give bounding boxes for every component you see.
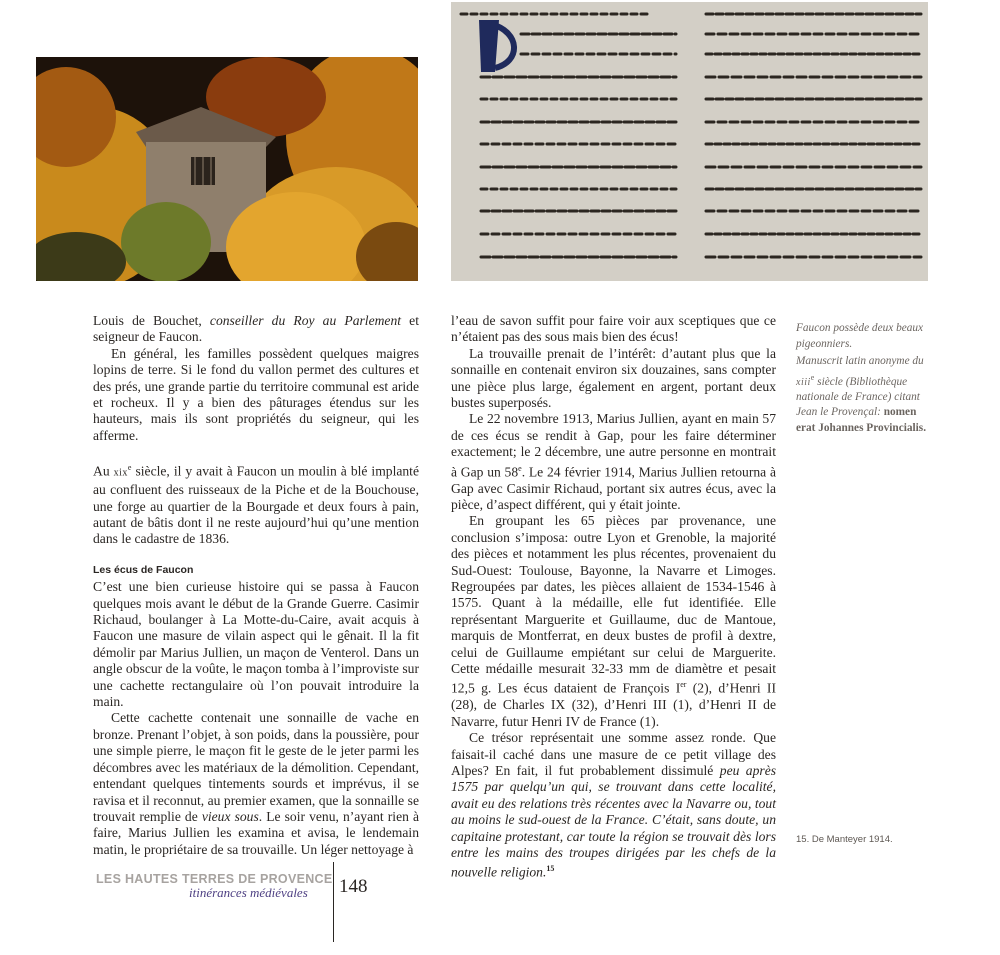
paragraph: La trouvaille prenait de l’intérêt: d’autant plus que la sonnaille en contenait environ six douzaines, sans compter une pièce plus large, également en argent, portant deux bustes superposés. — [451, 345, 776, 411]
caption-photo: Faucon possède deux beaux pigeonniers. — [796, 322, 924, 350]
paragraph: En général, les familles possèdent quelques maigres lopins de terre. Si le fond du vallon permet des cultures et des prés, une grande partie du territoire communal est aride et rocheux. Il y a bien des pâturages étendus sur les hauteurs, mais ils sont propriétés du seigneur, qui les afferme. — [93, 345, 419, 443]
paragraph: Ce trésor représentait une somme assez ronde. Que faisait-il caché dans une masure de ce petit village des Alpes? En fait, il fut probablement dissimulé peu après 1575 par quelqu’un qui, se trouvant dans cette localité, avait eu des relations très récentes avec la Navarre ou, tout au moins le sud-ouest de la France. C’était, sans doute, un capitaine protestant, car toute la région se trouvait dès lors entre les mains des troupes dirigées par les chefs de la nouvelle religion.$^{15}$ — [451, 730, 777, 880]
book-title: LES HAUTES TERRES DE PROVENCE — [96, 872, 333, 886]
paragraph: En groupant les 65 pièces par provenance, une conclusion s’imposa: outre Lyon et Grenoble, la majorité des pièces et notamment les plus récentes, provenaient du Sud-Ouest: Toulouse, Bayonne, la Navarre et Limoges. Regroupées par dates, les pièces allaient de 1534-1546 à 1575. Quant à la médaille, elle fut identifiée. Elle représentant Marguerite et Guillaume, duc de Mantoue, marquis de Montferrat, en deux bustes de profil à dextre, celui de Guillaume empiétant sur celui de Marguerite. Cette médaille mesurait 32-33 mm de diamètre et pesait 12,5 g. Les écus dataient de François Ier (2), d’Henri II (28), de Charles IX (32), d’Henri III (1), d’Henri II de Navarre, futur Henri IV de France (1). — [451, 513, 776, 729]
section-heading: Les écus de Faucon — [93, 563, 194, 576]
stone-house-autumn-photo — [36, 57, 418, 281]
footer-divider — [333, 862, 334, 942]
page-number: 148 — [339, 876, 368, 897]
paragraph: Louis de Bouchet, conseiller du Roy au Parlement et seigneur de Faucon. — [93, 313, 419, 345]
captions — [796, 321, 936, 438]
paragraph: Cette cachette contenait une sonnaille de vache en bronze. Prenant l’objet, à son poids, dans la poussière, pour une simple pierre, le maçon fit le geste de le jeter parmi les décombres avec les matériaux de la démolition. Cependant, entendant quelques tintements sourds et imprévus, il se ravisa et il reconnut, au premier examen, que la sonnaille se trouvait remplie de vieux sous. Le soir venu, n’ayant rien à faire, Marius Jullien les examina et avisa, le lendemain matin, le propriétaire de sa trouvaille. Un léger nettoyage à — [93, 710, 420, 857]
caption-manuscript: Manuscrit latin anonyme du xiii$^e$ siècle (Bibliothèque nationale de France) citant Jean le Provençal: nomen erat Johannes Provincialis. — [796, 355, 927, 434]
paragraph: Au xix$^e$ siècle, il y avait à Faucon un moulin à blé implanté au confluent des ruisseaux de la Piche et de la Bouchouse, une forge au quartier de la Bourgade et deux fours à pain, autant de bâtis dont il ne reste aujourd’hui qu’une mention dans le cadastre de 1836. — [93, 463, 419, 547]
latin-manuscript-photo — [451, 2, 928, 281]
footnote: 15. De Manteyer 1914. — [796, 834, 893, 845]
paragraph: C’est une bien curieuse histoire qui se passa à Faucon quelques mois avant le début de la Grande Guerre. Casimir Richaud, boulanger à La Motte-du-Caire, avait acquis à Faucon une masure de vilain aspect qui le gênait. Il la fit démolir par Marius Jullien, un maçon de Venterol. Dans un angle obscur de la voûte, le maçon tomba à l’improviste sur une cachette rectangulaire où l’on pouvait introduire la main. — [93, 579, 419, 710]
text-column-left — [93, 313, 419, 858]
text-column-right — [451, 313, 776, 881]
book-subtitle: itinérances médiévales — [189, 885, 308, 900]
paragraph: Le 22 novembre 1913, Marius Jullien, ayant en main 57 de ces écus se rendit à Gap, pour les faire déterminer exactement; le 2 décembre, une autre personne en montrait à Gap un 58e. Le 24 février 1914, Marius Jullien retourna à Gap avec Casimir Richaud, portant six autres écus, avec la pièce, d’aspect différent, qui y était jointe. — [451, 411, 776, 512]
paragraph: l’eau de savon suffit pour faire voir aux sceptiques que ce n’étaient pas des sous mais bien des écus! — [451, 313, 776, 345]
